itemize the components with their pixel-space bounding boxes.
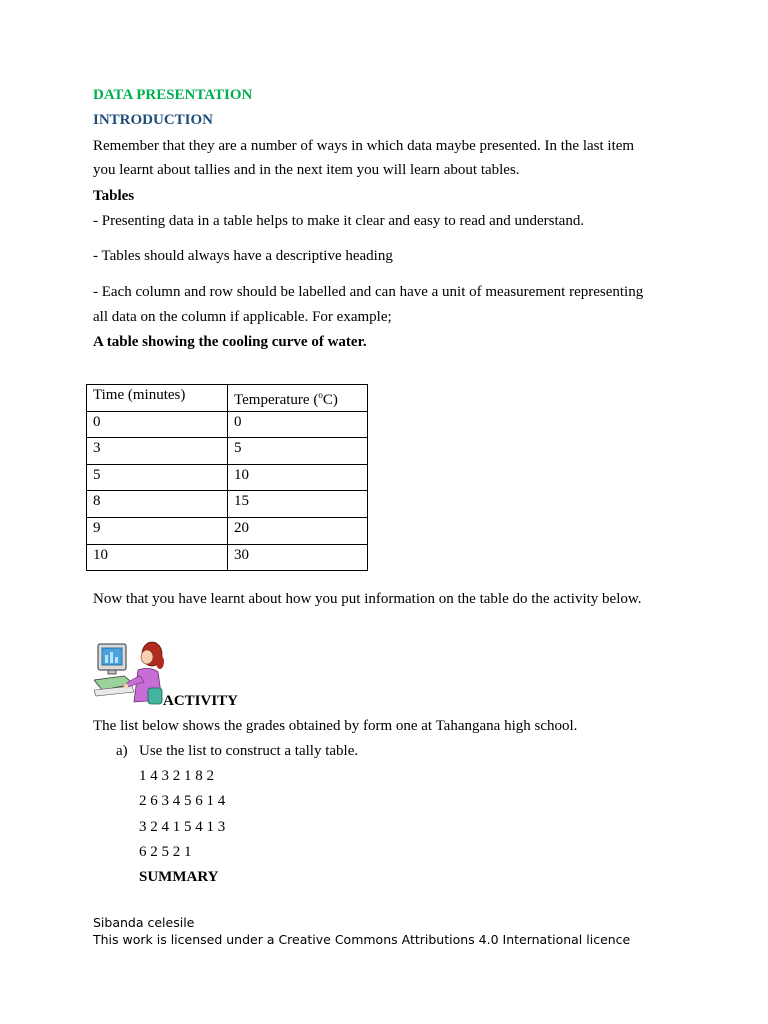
table-row [87, 517, 368, 544]
table-row [87, 411, 368, 438]
summary-heading: SUMMARY [139, 869, 219, 885]
grade-line-3: 3 2 4 1 5 4 1 3 [139, 819, 226, 835]
time-cell: 9 [87, 517, 228, 544]
table-row [87, 438, 368, 465]
time-cell: 5 [87, 464, 228, 491]
grade-line-1: 1 4 3 2 1 8 2 [139, 768, 214, 784]
header-temp-prefix: Temperature ( [234, 392, 319, 408]
cooling-curve-table [86, 384, 368, 571]
document-title: DATA PRESENTATION [93, 87, 253, 103]
temperature-cell: 0 [228, 411, 368, 438]
table-row [87, 491, 368, 518]
temperature-cell: 5 [228, 438, 368, 465]
footer-author: Sibanda celesile [93, 915, 195, 930]
grade-line-4: 6 2 5 2 1 [139, 844, 192, 860]
time-cell: 0 [87, 411, 228, 438]
temperature-cell: 30 [228, 544, 368, 571]
footer-license: This work is licensed under a Creative Commons Attributions 4.0 International licence [93, 932, 631, 947]
activity-item-marker: a) [116, 743, 128, 759]
degree-symbol: o [318, 390, 323, 400]
temperature-cell: 10 [228, 464, 368, 491]
time-cell: 10 [87, 544, 228, 571]
time-cell: 8 [87, 491, 228, 518]
temperature-cell: 15 [228, 491, 368, 518]
transition-text: Now that you have learnt about how you put information on the table do the activity below. [93, 591, 642, 607]
tables-heading: Tables [93, 188, 135, 204]
table-header-row [87, 385, 368, 412]
grade-line-2: 2 6 3 4 5 6 1 4 [139, 793, 226, 809]
intro-paragraph-line-2: you learnt about tallies and in the next item you will learn about tables. [93, 162, 520, 178]
intro-paragraph-line-1: Remember that they are a number of ways in which data maybe presented. In the last item [93, 138, 635, 154]
bullet-clear-easy: - Presenting data in a table helps to make it clear and easy to read and understand. [93, 213, 585, 229]
activity-intro: The list below shows the grades obtained by form one at Tahangana high school. [93, 718, 578, 734]
activity-heading: ACTIVITY [163, 693, 239, 709]
temperature-cell: 20 [228, 517, 368, 544]
header-temperature [228, 385, 368, 412]
bullet-descriptive-heading: - Tables should always have a descriptive heading [93, 248, 393, 264]
table-row [87, 544, 368, 571]
bullet-labelled-line-1: - Each column and row should be labelled and can have a unit of measurement representing [93, 284, 644, 300]
table-caption: A table showing the cooling curve of water. [93, 334, 367, 350]
introduction-heading: INTRODUCTION [93, 112, 214, 128]
bullet-labelled-line-2: all data on the column if applicable. For example; [93, 309, 392, 325]
time-cell: 3 [87, 438, 228, 465]
person-at-computer-icon [94, 640, 164, 708]
header-time: Time (minutes) [87, 385, 228, 412]
header-temp-suffix: C) [322, 392, 338, 408]
table-row [87, 464, 368, 491]
activity-item-text: Use the list to construct a tally table. [139, 743, 359, 759]
